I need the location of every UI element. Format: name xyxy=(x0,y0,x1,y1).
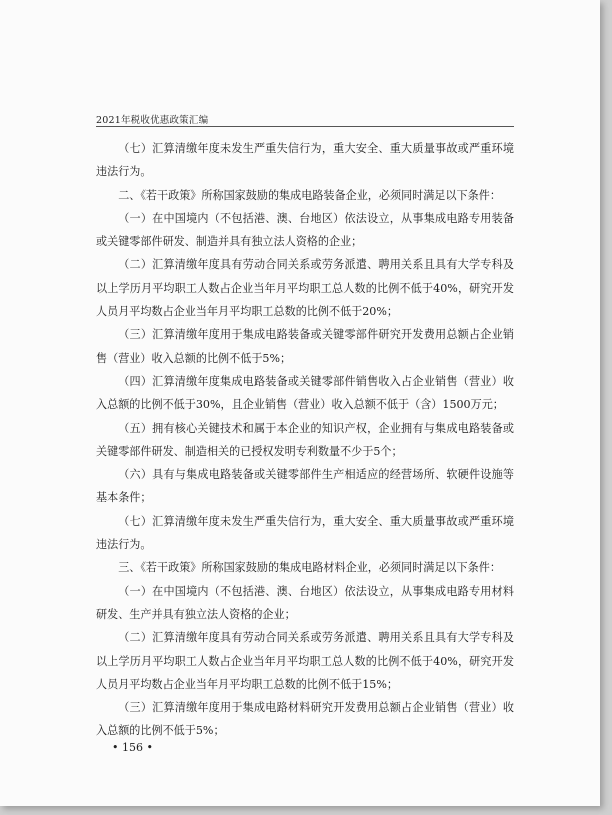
paragraph: 二、《若干政策》所称国家鼓励的集成电路装备企业，必须同时满足以下条件： xyxy=(118,188,501,202)
paragraph: （七）汇算清缴年度未发生严重失信行为，重大安全、重大质量事故或严重环境违法行为。 xyxy=(96,142,514,179)
paragraph: （一）在中国境内（不包括港、澳、台地区）依法设立，从事集成电路专用材料研发、生产并具有独立法人资格的企业； xyxy=(96,584,514,621)
header-rule xyxy=(96,126,514,127)
body-text xyxy=(96,137,514,743)
paragraph: （二）汇算清缴年度具有劳动合同关系或劳务派遣、聘用关系且具有大学专科及以上学历月平均职工人数占企业当年月平均职工总人数的比例不低于40%，研究开发人员月平均数占企业当年月平均职工总数的比例不低于15%； xyxy=(96,631,514,691)
paragraph: （四）汇算清缴年度集成电路装备或关键零部件销售收入占企业销售（营业）收入总额的比例不低于30%，且企业销售（营业）收入总额不低于（含）1500万元； xyxy=(96,374,514,412)
paragraph: 三、《若干政策》所称国家鼓励的集成电路材料企业，必须同时满足以下条件： xyxy=(118,561,501,575)
running-header: 2021年税收优惠政策汇编 xyxy=(96,115,209,126)
paragraph: （三）汇算清缴年度用于集成电路材料研究开发费用总额占企业销售（营业）收入总额的比例不低于5%； xyxy=(96,701,514,738)
paragraph: （一）在中国境内（不包括港、澳、台地区）依法设立，从事集成电路专用装备或关键零部件研发、制造并具有独立法人资格的企业； xyxy=(96,211,514,249)
paragraph: （六）具有与集成电路装备或关键零部件生产相适应的经营场所、软硬件设施等基本条件； xyxy=(96,468,514,505)
page-number: • 156 • xyxy=(112,741,153,754)
paragraph: （五）拥有核心关键技术和属于本企业的知识产权，企业拥有与集成电路装备或关键零部件研发、制造相关的已授权发明专利数量不少于5个； xyxy=(96,421,514,458)
paragraph: （二）汇算清缴年度具有劳动合同关系或劳务派遣、聘用关系且具有大学专科及以上学历月平均职工人数占企业当年月平均职工总人数的比例不低于40%，研究开发人员月平均数占企业当年月平均职工总数的比例不低于20%； xyxy=(96,258,514,319)
paragraph: （七）汇算清缴年度未发生严重失信行为，重大安全、重大质量事故或严重环境违法行为。 xyxy=(96,514,514,552)
paragraph: （三）汇算清缴年度用于集成电路装备或关键零部件研究开发费用总额占企业销售（营业）收入总额的比例不低于5%； xyxy=(96,328,514,365)
